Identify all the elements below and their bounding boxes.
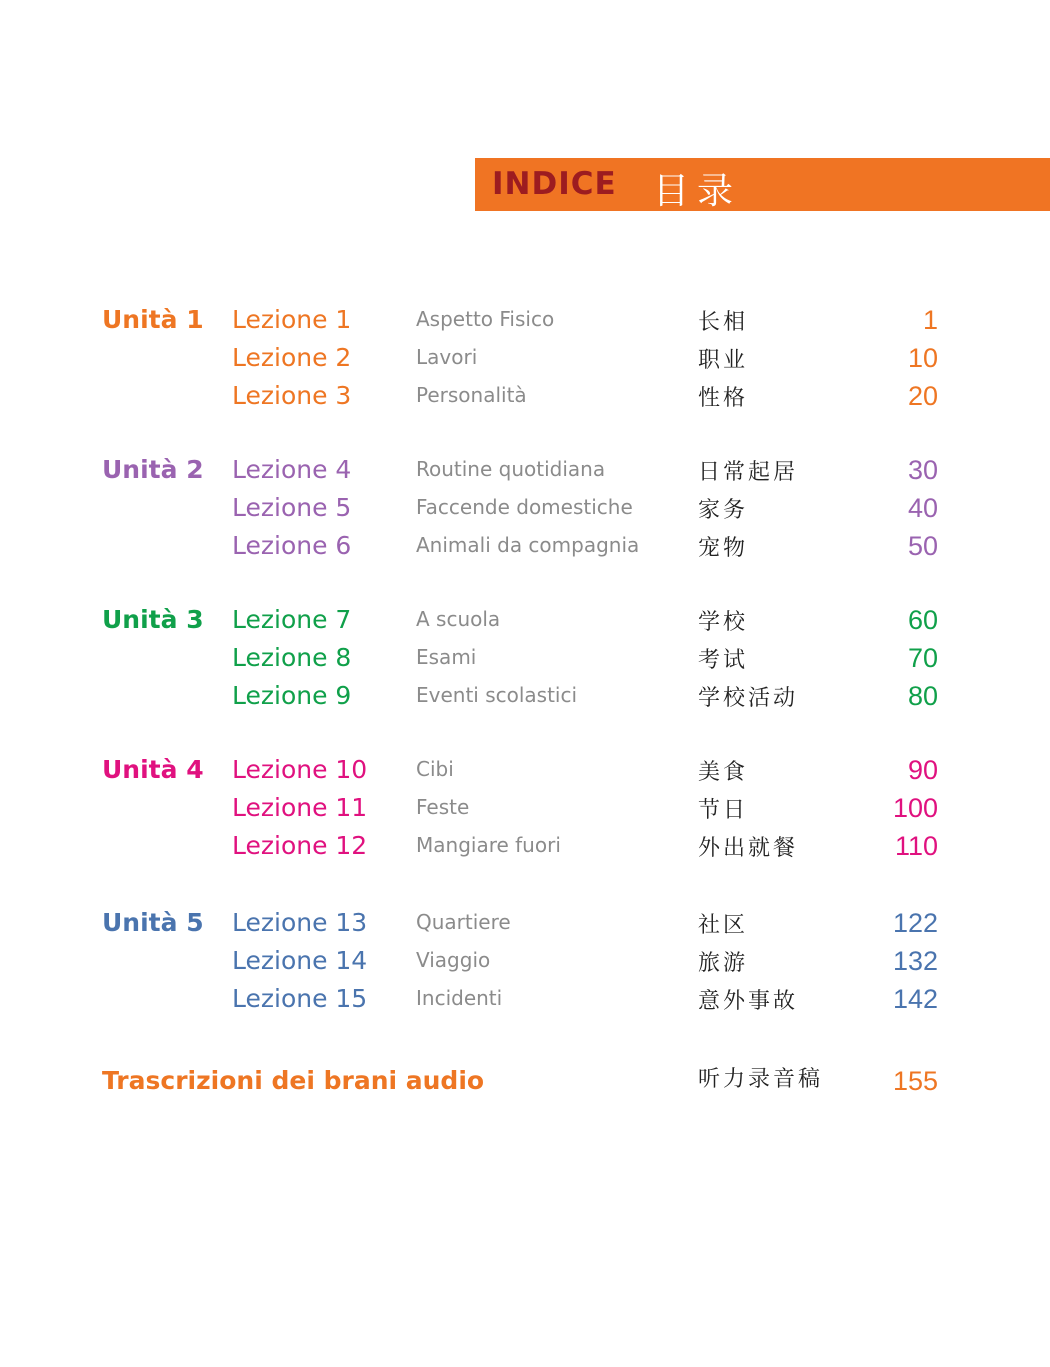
lesson-label: Lezione 7	[232, 605, 352, 634]
page-number: 40	[907, 493, 938, 523]
toc-row[interactable]	[0, 984, 1050, 1022]
toc-row[interactable]	[0, 455, 1050, 493]
lesson-topic: Esami	[416, 645, 477, 669]
toc-row[interactable]	[0, 493, 1050, 531]
lesson-topic: Quartiere	[416, 910, 511, 934]
lesson-topic-chinese: 外出就餐	[698, 836, 799, 861]
lesson-topic: Aspetto Fisico	[416, 307, 555, 331]
lesson-label: Lezione 12	[232, 831, 368, 860]
index-title-chinese: 目录	[653, 171, 742, 212]
lesson-topic-chinese: 家务	[698, 498, 749, 523]
lesson-topic: Incidenti	[416, 986, 503, 1010]
toc-row[interactable]	[0, 531, 1050, 569]
lesson-topic: Animali da compagnia	[416, 533, 640, 557]
lesson-label: Lezione 10	[232, 755, 368, 784]
lesson-topic: Mangiare fuori	[416, 833, 561, 857]
lesson-topic-chinese: 宠物	[698, 536, 749, 561]
toc-row[interactable]	[0, 305, 1050, 343]
page-number: 20	[907, 381, 938, 411]
lesson-topic: Feste	[416, 795, 470, 819]
lesson-topic-chinese: 日常起居	[698, 460, 799, 485]
lesson-label: Lezione 6	[232, 531, 352, 560]
toc-row-appendix[interactable]	[0, 1066, 1050, 1104]
lesson-label: Lezione 13	[232, 908, 368, 937]
toc-row[interactable]	[0, 946, 1050, 984]
lesson-topic: Personalità	[416, 383, 527, 407]
lesson-topic-chinese: 美食	[698, 760, 749, 785]
page-number: 10	[907, 343, 938, 373]
page-number: 110	[894, 831, 938, 861]
page-number: 142	[892, 984, 938, 1014]
toc-row[interactable]	[0, 681, 1050, 719]
lesson-label: Lezione 2	[232, 343, 352, 372]
page-number: 80	[907, 681, 938, 711]
page-number: 100	[892, 793, 938, 823]
toc-row[interactable]	[0, 831, 1050, 869]
page-number: 1	[922, 305, 938, 335]
lesson-label: Lezione 3	[232, 381, 352, 410]
appendix-title: Trascrizioni dei brani audio	[102, 1066, 485, 1095]
page-number: 60	[907, 605, 938, 635]
lesson-topic-chinese: 考试	[698, 648, 749, 673]
toc-row[interactable]	[0, 643, 1050, 681]
page-number: 132	[892, 946, 938, 976]
toc-row[interactable]	[0, 343, 1050, 381]
index-banner	[475, 158, 1050, 211]
unit-label: Unità 1	[102, 305, 204, 334]
index-title: INDICE	[492, 166, 617, 202]
unit-label: Unità 3	[102, 605, 204, 634]
lesson-topic: Eventi scolastici	[416, 683, 578, 707]
lesson-label: Lezione 5	[232, 493, 352, 522]
lesson-label: Lezione 4	[232, 455, 352, 484]
unit-label: Unità 4	[102, 755, 204, 784]
toc-row[interactable]	[0, 793, 1050, 831]
page-number: 122	[892, 908, 938, 938]
lesson-topic: Faccende domestiche	[416, 495, 633, 519]
page-number: 50	[907, 531, 938, 561]
lesson-topic: Cibi	[416, 757, 454, 781]
lesson-label: Lezione 14	[232, 946, 368, 975]
lesson-label: Lezione 15	[232, 984, 368, 1013]
page-number: 70	[907, 643, 938, 673]
lesson-topic: A scuola	[416, 607, 501, 631]
lesson-topic-chinese: 社区	[698, 913, 749, 938]
toc-row[interactable]	[0, 605, 1050, 643]
lesson-label: Lezione 1	[232, 305, 352, 334]
lesson-label: Lezione 9	[232, 681, 352, 710]
toc-row[interactable]	[0, 755, 1050, 793]
lesson-topic: Routine quotidiana	[416, 457, 606, 481]
page-number: 90	[907, 755, 938, 785]
lesson-topic-chinese: 长相	[698, 310, 749, 335]
lesson-topic: Viaggio	[416, 948, 491, 972]
unit-label: Unità 2	[102, 455, 204, 484]
page-number: 155	[892, 1066, 938, 1096]
lesson-topic: Lavori	[416, 345, 478, 369]
lesson-topic-chinese: 旅游	[698, 951, 749, 976]
lesson-topic-chinese: 学校	[698, 610, 749, 635]
lesson-topic-chinese: 意外事故	[698, 989, 799, 1014]
lesson-label: Lezione 8	[232, 643, 352, 672]
toc-row[interactable]	[0, 381, 1050, 419]
lesson-topic-chinese: 职业	[698, 348, 749, 373]
lesson-topic-chinese: 性格	[698, 386, 749, 411]
lesson-topic-chinese: 节日	[698, 798, 749, 823]
lesson-topic-chinese: 学校活动	[698, 686, 799, 711]
lesson-label: Lezione 11	[232, 793, 368, 822]
page-number: 30	[907, 455, 938, 485]
toc-row[interactable]	[0, 908, 1050, 946]
unit-label: Unità 5	[102, 908, 204, 937]
appendix-title-chinese: 听力录音稿	[698, 1067, 824, 1092]
